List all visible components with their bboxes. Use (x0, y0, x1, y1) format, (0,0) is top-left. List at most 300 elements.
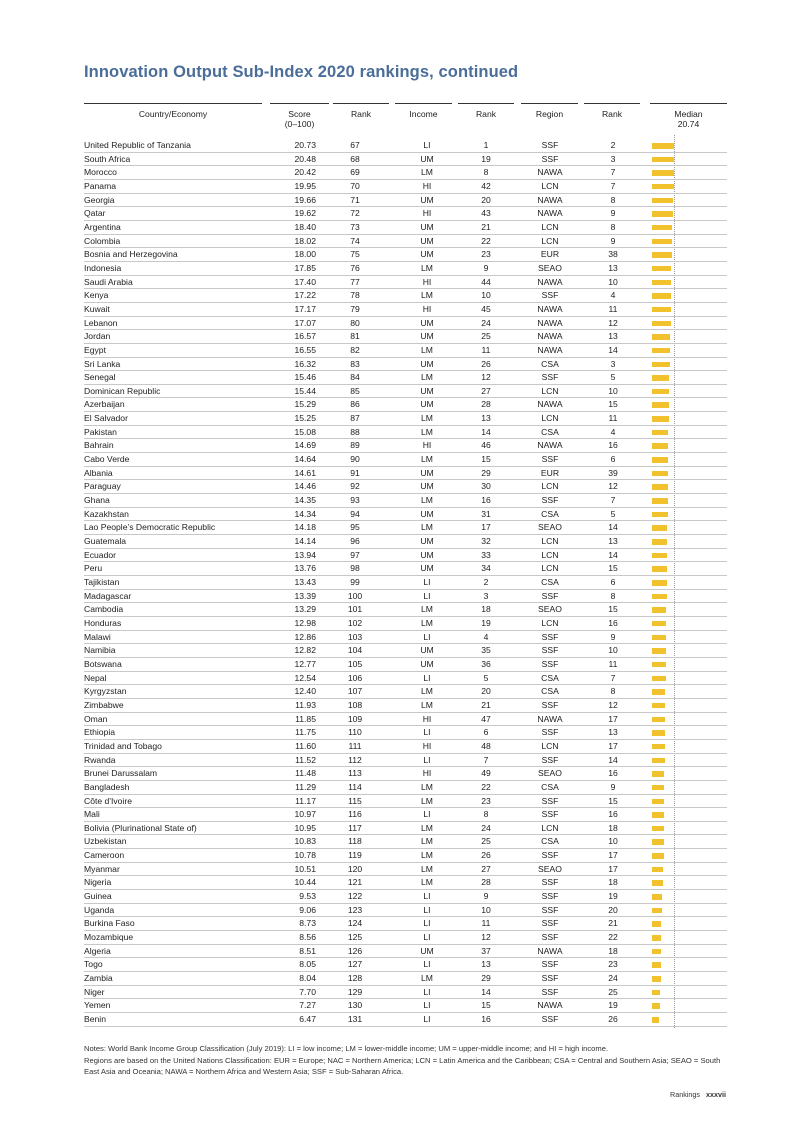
table-row (84, 330, 727, 344)
region: SSF (541, 973, 559, 984)
income-rank: 3 (483, 590, 489, 601)
income-group: LM (421, 877, 433, 888)
country-name: Jordan (84, 331, 111, 342)
header-rule-region (521, 103, 578, 104)
score: 14.14 (294, 536, 316, 547)
score-bar (652, 648, 666, 654)
overall-rank: 114 (348, 781, 362, 792)
region-rank: 12 (608, 481, 618, 492)
overall-rank: 111 (348, 740, 362, 751)
income-rank: 1 (483, 140, 489, 150)
score: 18.40 (294, 221, 316, 232)
income-group: UM (420, 331, 434, 342)
income-rank: 10 (481, 904, 491, 915)
region-rank: 9 (610, 631, 616, 642)
country-name: Bolivia (Plurinational State of) (84, 822, 197, 833)
overall-rank: 125 (347, 932, 363, 943)
income-rank: 8 (483, 809, 489, 820)
score: 13.39 (294, 590, 316, 601)
score-bar (652, 635, 666, 641)
region: NAWA (537, 399, 563, 410)
header-rule-country (84, 103, 262, 104)
country-name: Mali (84, 809, 100, 820)
region: NAWA (537, 208, 563, 219)
income-rank: 31 (481, 508, 491, 519)
score: 17.07 (294, 317, 316, 328)
country-name: Nigeria (84, 877, 112, 888)
income-group: LM (421, 686, 433, 697)
region-rank: 24 (608, 973, 618, 984)
income-group: HI (422, 208, 432, 219)
score-bar (652, 321, 671, 327)
country-name: Bahrain (84, 440, 114, 451)
region-rank: 13 (608, 331, 618, 342)
score-bar (652, 375, 669, 381)
score: 14.34 (294, 508, 316, 519)
income-rank: 29 (481, 973, 491, 984)
region: SSF (541, 1014, 559, 1024)
overall-rank: 67 (350, 140, 360, 150)
income-group: UM (420, 645, 434, 656)
region: SSF (541, 986, 559, 997)
income-group: HI (422, 440, 432, 451)
income-rank: 7 (483, 754, 489, 765)
income-group: HI (422, 180, 432, 191)
overall-rank: 102 (347, 617, 363, 628)
table-row (84, 180, 727, 194)
table-row (84, 1013, 727, 1027)
region-rank: 18 (608, 822, 618, 833)
score: 13.76 (294, 563, 316, 574)
col-header-score-range: (0–100) (284, 119, 315, 129)
score: 19.62 (294, 208, 316, 219)
header-rule-income-rank (458, 103, 514, 104)
score-bar (652, 184, 674, 190)
income-rank: 8 (483, 167, 489, 178)
score-bar (652, 880, 663, 886)
score-bar (652, 471, 668, 477)
table-row (84, 713, 727, 727)
region: SEAO (538, 522, 562, 533)
income-group: UM (420, 221, 434, 232)
region-rank: 13 (608, 727, 618, 738)
region: SSF (541, 877, 559, 888)
region: CSA (541, 508, 559, 519)
score: 17.40 (294, 276, 316, 287)
country-name: Botswana (84, 658, 122, 669)
score: 13.94 (294, 549, 316, 560)
country-name: Trinidad and Tobago (84, 740, 162, 751)
income-rank: 2 (483, 577, 489, 587)
overall-rank: 100 (347, 590, 363, 601)
region: SSF (541, 631, 559, 642)
country-name: Oman (84, 713, 108, 724)
region: SSF (541, 645, 559, 656)
overall-rank: 88 (350, 426, 360, 437)
score-bar (652, 239, 672, 245)
score: 8.73 (299, 918, 316, 929)
income-rank: 12 (481, 372, 491, 383)
region: SSF (541, 795, 559, 806)
income-group: UM (420, 563, 434, 574)
score: 7.27 (299, 1000, 316, 1011)
table-row (84, 672, 727, 686)
region-rank: 25 (608, 986, 618, 997)
overall-rank: 96 (350, 536, 360, 547)
region-rank: 9 (610, 208, 616, 219)
overall-rank: 105 (347, 658, 363, 669)
region-rank: 3 (610, 358, 616, 369)
overall-rank: 99 (350, 577, 360, 587)
score-bar (652, 334, 670, 340)
country-name: Kazakhstan (84, 508, 129, 519)
overall-rank: 69 (350, 167, 360, 178)
income-group: LI (423, 140, 431, 150)
income-group: HI (422, 740, 432, 751)
overall-rank: 130 (347, 1000, 363, 1011)
score-bar (652, 539, 667, 545)
region: LCN (541, 822, 559, 833)
income-rank: 35 (481, 645, 491, 656)
table-row (84, 917, 727, 931)
score: 18.02 (294, 235, 316, 246)
table-row (84, 412, 727, 426)
region-rank: 9 (610, 781, 616, 792)
overall-rank: 116 (348, 809, 362, 820)
income-rank: 16 (481, 1014, 491, 1024)
income-group: LI (423, 904, 431, 915)
overall-rank: 106 (347, 672, 363, 683)
overall-rank: 83 (350, 358, 360, 369)
region: LCN (541, 481, 559, 492)
income-rank: 37 (481, 945, 491, 956)
region-rank: 13 (608, 262, 618, 273)
region-rank: 11 (608, 303, 618, 314)
region: EUR (540, 249, 560, 260)
income-rank: 10 (481, 290, 491, 301)
header-rule-score (270, 103, 329, 104)
score: 10.97 (294, 809, 316, 820)
region-rank: 5 (610, 508, 616, 519)
income-rank: 15 (481, 454, 491, 465)
region: LCN (541, 385, 559, 396)
table-row (84, 535, 727, 549)
region-rank: 18 (608, 877, 618, 888)
region: NAWA (537, 945, 563, 956)
score: 11.29 (295, 781, 316, 792)
score: 8.04 (299, 973, 316, 984)
country-name: Cambodia (84, 604, 124, 615)
table-row (84, 262, 727, 276)
score-bar (652, 362, 670, 368)
region: LCN (541, 235, 559, 246)
income-group: LM (421, 850, 433, 861)
table-row (84, 767, 727, 781)
region: LCN (541, 536, 559, 547)
score-bar (652, 170, 674, 176)
score-bar (652, 307, 671, 313)
income-rank: 43 (481, 208, 491, 219)
region-rank: 4 (610, 290, 616, 301)
income-rank: 44 (481, 276, 491, 287)
country-name: Madagascar (84, 590, 132, 601)
score-bar (652, 1003, 660, 1009)
table-row (84, 617, 727, 631)
table-row (84, 480, 727, 494)
page-number: xxxvii (706, 1090, 726, 1099)
income-group: LI (423, 891, 431, 902)
income-rank: 23 (481, 795, 491, 806)
country-name: South Africa (84, 153, 131, 164)
score-bar (652, 1017, 659, 1023)
score: 11.48 (295, 768, 316, 779)
overall-rank: 101 (347, 604, 363, 615)
table-row (84, 931, 727, 945)
overall-rank: 95 (350, 522, 360, 533)
income-group: LM (421, 372, 433, 383)
country-name: Ecuador (84, 549, 117, 560)
income-rank: 13 (481, 959, 491, 970)
table-row (84, 904, 727, 918)
col-header-rank: Rank (350, 109, 372, 119)
income-group: LM (421, 167, 433, 178)
score: 9.53 (299, 891, 316, 902)
score-bar (652, 921, 661, 927)
income-group: LM (421, 426, 433, 437)
region-rank: 8 (610, 686, 616, 697)
income-group: LI (423, 918, 431, 929)
score-bar (652, 703, 665, 709)
score-bar (652, 744, 665, 750)
region: SSF (541, 904, 559, 915)
score: 11.85 (295, 713, 316, 724)
region: NAWA (537, 344, 563, 355)
income-group: LM (421, 344, 433, 355)
score: 14.35 (294, 495, 316, 506)
table-row (84, 344, 727, 358)
score: 12.54 (294, 672, 316, 683)
income-rank: 15 (481, 1000, 491, 1011)
score-bar (652, 512, 668, 518)
region: SSF (541, 454, 559, 465)
region-rank: 26 (608, 1014, 618, 1024)
region-rank: 23 (608, 959, 618, 970)
region: SSF (541, 850, 559, 861)
score: 16.57 (294, 331, 316, 342)
score: 12.40 (294, 686, 316, 697)
income-rank: 20 (481, 686, 491, 697)
region: SEAO (538, 863, 562, 874)
score: 10.95 (294, 822, 316, 833)
overall-rank: 73 (350, 221, 360, 232)
country-name: Togo (84, 959, 103, 970)
overall-rank: 91 (350, 467, 360, 478)
income-rank: 47 (481, 713, 491, 724)
score: 10.78 (294, 850, 316, 861)
table-row (84, 754, 727, 768)
income-rank: 6 (483, 727, 489, 738)
region: SSF (541, 699, 559, 710)
country-name: Guinea (84, 891, 112, 902)
income-group: LM (421, 413, 433, 424)
region: SEAO (538, 262, 562, 273)
table-row (84, 494, 727, 508)
notes-region-classification: Regions are based on the United Nations Classification: EUR = Europe; NAC = Northern America; LCN = Latin America and the Caribbean; CSA = Central and Southern Asia; SEAO = South East Asia and Oceania; NAWA = Northern Africa and Western Asia; SSF = Sub-Saharan Africa. (84, 1055, 721, 1076)
page-footer (670, 1090, 726, 1099)
header-rule-rank (333, 103, 389, 104)
region-rank: 14 (608, 549, 618, 560)
score-bar (652, 812, 664, 818)
income-group: HI (422, 276, 432, 287)
region-rank: 10 (608, 645, 618, 656)
income-rank: 19 (481, 153, 491, 164)
income-group: LM (421, 262, 433, 273)
table-row (84, 740, 727, 754)
table-row (84, 945, 727, 959)
region: EUR (540, 467, 560, 478)
overall-rank: 86 (350, 399, 360, 410)
overall-rank: 71 (350, 194, 360, 205)
income-group: LM (421, 495, 433, 506)
country-name: Bangladesh (84, 781, 130, 792)
country-name: Pakistan (84, 426, 117, 437)
score-bar (652, 771, 664, 777)
income-rank: 17 (481, 522, 491, 533)
col-header-country: Country/Economy (138, 109, 208, 119)
region: SEAO (538, 768, 562, 779)
income-group: LM (421, 617, 433, 628)
region-rank: 7 (610, 180, 616, 191)
region-rank: 7 (610, 672, 616, 683)
country-name: Lao People’s Democratic Republic (84, 522, 216, 533)
score-bar (652, 211, 673, 217)
income-group: LI (423, 809, 431, 820)
overall-rank: 121 (347, 877, 363, 888)
country-name: Burkina Faso (84, 918, 135, 929)
income-rank: 27 (481, 863, 491, 874)
income-group: LI (423, 672, 431, 683)
table-row (84, 358, 727, 372)
region: LCN (541, 617, 559, 628)
table-row (84, 248, 727, 262)
table-row (84, 863, 727, 877)
score: 10.83 (294, 836, 316, 847)
overall-rank: 98 (350, 563, 360, 574)
table-row (84, 398, 727, 412)
score: 15.46 (294, 372, 316, 383)
country-name: Myanmar (84, 863, 120, 874)
region: SSF (541, 495, 559, 506)
score: 14.64 (294, 454, 316, 465)
score-bar (652, 566, 667, 572)
income-group: LI (423, 1000, 431, 1011)
income-group: LM (421, 973, 433, 984)
region: SSF (541, 809, 559, 820)
region: CSA (541, 686, 559, 697)
region-rank: 8 (610, 221, 616, 232)
header-rule-income (395, 103, 452, 104)
region-rank: 11 (608, 658, 618, 669)
income-rank: 33 (481, 549, 491, 560)
country-name: Zambia (84, 973, 113, 984)
country-name: Georgia (84, 194, 115, 205)
income-rank: 22 (481, 781, 491, 792)
overall-rank: 82 (350, 344, 360, 355)
region-rank: 6 (610, 454, 616, 465)
country-name: Tajikistan (84, 577, 120, 587)
income-rank: 26 (481, 358, 491, 369)
score-bar (652, 730, 665, 736)
region-rank: 12 (608, 317, 618, 328)
overall-rank: 107 (347, 686, 363, 697)
region-rank: 10 (608, 385, 618, 396)
country-name: Lebanon (84, 317, 118, 328)
col-header-income: Income (409, 109, 438, 119)
overall-rank: 74 (350, 235, 360, 246)
overall-rank: 90 (350, 454, 360, 465)
score-bar (652, 157, 674, 163)
income-rank: 9 (483, 262, 489, 273)
region-rank: 17 (608, 740, 618, 751)
income-rank: 49 (481, 768, 491, 779)
score: 15.25 (294, 413, 316, 424)
header-rule-median (650, 103, 727, 104)
region: SSF (541, 932, 559, 943)
country-name: Brunei Darussalam (84, 768, 158, 779)
income-group: LM (421, 836, 433, 847)
score: 15.29 (294, 399, 316, 410)
col-header-score (270, 109, 329, 129)
country-name: Malawi (84, 631, 111, 642)
region-rank: 13 (608, 536, 618, 547)
income-rank: 28 (481, 399, 491, 410)
table-row (84, 685, 727, 699)
country-name: Sri Lanka (84, 358, 121, 369)
income-group: HI (422, 303, 432, 314)
country-name: Uganda (84, 904, 115, 915)
overall-rank: 89 (350, 440, 360, 451)
table-row (84, 303, 727, 317)
score: 11.17 (295, 795, 316, 806)
table-row (84, 795, 727, 809)
region-rank: 15 (608, 795, 618, 806)
score-bar (652, 402, 669, 408)
income-rank: 23 (481, 249, 491, 260)
overall-rank: 127 (347, 959, 363, 970)
country-name: Panama (84, 180, 117, 191)
region: SSF (541, 658, 559, 669)
score-bar (652, 908, 662, 914)
income-group: LI (423, 631, 431, 642)
country-name: Paraguay (84, 481, 121, 492)
score-bar (652, 799, 664, 805)
score-bar (652, 484, 668, 490)
country-name: Benin (84, 1014, 106, 1024)
table-row (84, 166, 727, 180)
region: SSF (541, 891, 559, 902)
score-bar (652, 525, 667, 531)
country-name: Ethiopia (84, 727, 116, 738)
table-row (84, 194, 727, 208)
income-group: LM (421, 604, 433, 615)
overall-rank: 77 (350, 276, 360, 287)
score-bar (652, 785, 664, 791)
country-name: Saudi Arabia (84, 276, 133, 287)
score: 17.85 (294, 262, 316, 273)
score-bar (652, 976, 661, 982)
score-bar (652, 867, 663, 873)
overall-rank: 126 (347, 945, 363, 956)
